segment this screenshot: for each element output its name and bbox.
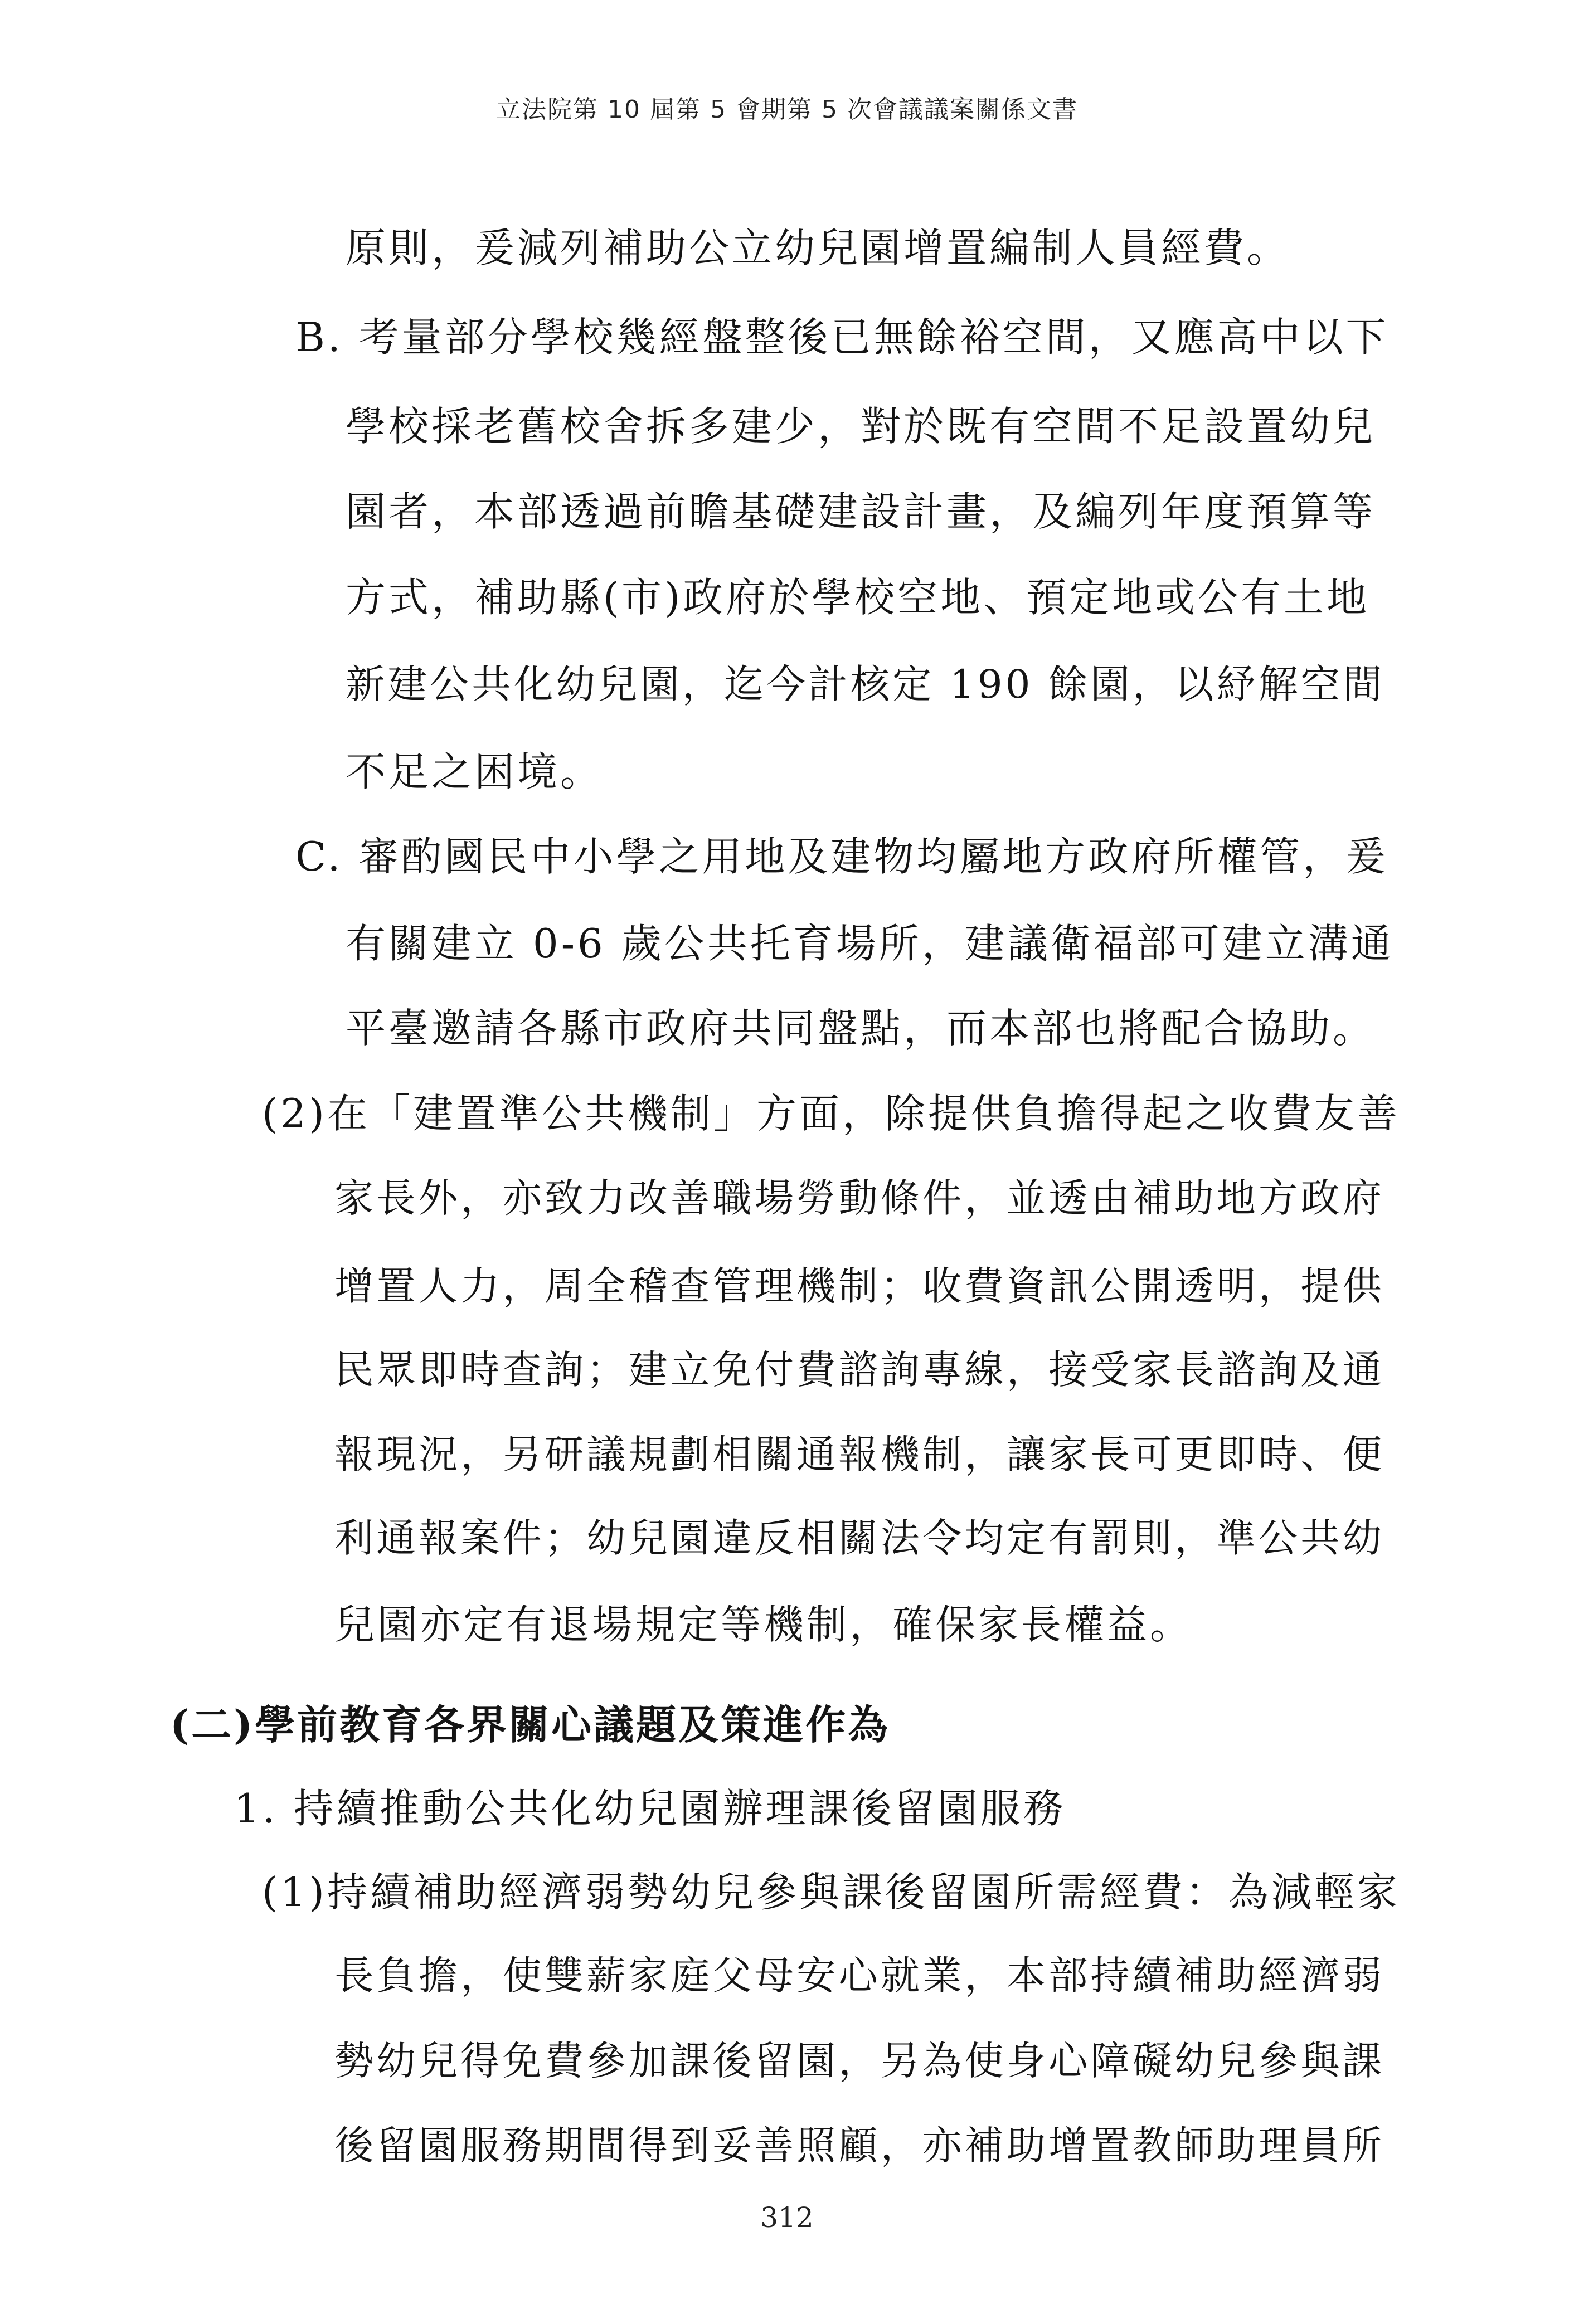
paragraph-line: 方式，補助縣(市)政府於學校空地、預定地或公有土地 [346,574,1370,621]
paragraph-line: 原則，爰減列補助公立幼兒園增置編制人員經費。 [346,225,1290,271]
paragraph-line: 平臺邀請各縣市政府共同盤點，而本部也將配合協助。 [346,1005,1376,1052]
paragraph-line: 園者，本部透過前瞻基礎建設計畫，及編列年度預算等 [346,488,1376,535]
paragraph-line: 報現況，另研議規劃相關通報機制，讓家長可更即時、便 [334,1432,1384,1477]
paragraph-line: 利通報案件；幼兒園違反相關法令均定有罰則，準公共幼 [334,1515,1384,1561]
paragraph-line: 後留園服務期間得到妥善照顧，亦補助增置教師助理員所 [334,2123,1384,2169]
paragraph-line: 民眾即時查詢；建立免付費諮詢專線，接受家長諮詢及通 [334,1347,1384,1393]
paragraph-line: 不足之困境。 [346,748,604,795]
paragraph-line: 新建公共化幼兒園，迄今計核定 190 餘園，以紓解空間 [346,662,1385,707]
document-header: 立法院第 10 屆第 5 會期第 5 次會議議案關係文書 [496,95,1078,124]
paragraph-line: (2)在「建置準公共機制」方面，除提供負擔得起之收費友善 [262,1090,1400,1137]
paragraph-line: 勢幼兒得免費參加課後留園，另為使身心障礙幼兒參與課 [334,2038,1384,2084]
paragraph-line: 有關建立 0-6 歲公共托育場所，建議衛福部可建立溝通 [346,920,1394,967]
paragraph-line: B. 考量部分學校幾經盤整後已無餘裕空間，又應高中以下 [295,314,1389,361]
subsection-heading: 1. 持續推動公共化幼兒園辦理課後留園服務 [234,1785,1066,1832]
paragraph-line: 學校採老舊校舍拆多建少，對於既有空間不足設置幼兒 [346,403,1376,450]
paragraph-line: C. 審酌國民中小學之用地及建物均屬地方政府所權管，爰 [295,833,1389,880]
paragraph-line: 家長外，亦致力改善職場勞動條件，並透由補助地方政府 [334,1175,1384,1221]
paragraph-line: 增置人力，周全稽查管理機制；收費資訊公開透明，提供 [334,1263,1384,1309]
page-number: 312 [760,2201,814,2234]
section-heading: (二)學前教育各界關心議題及策進作為 [170,1701,891,1748]
paragraph-line: (1)持續補助經濟弱勢幼兒參與課後留園所需經費：為減輕家 [262,1869,1400,1915]
paragraph-line: 兒園亦定有退場規定等機制，確保家長權益。 [334,1601,1193,1648]
paragraph-line: 長負擔，使雙薪家庭父母安心就業，本部持續補助經濟弱 [334,1953,1384,1999]
